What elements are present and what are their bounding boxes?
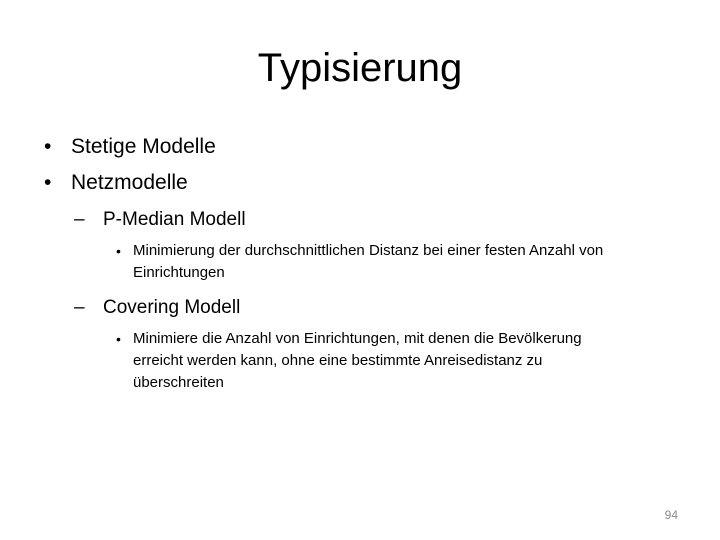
bullet-icon: •	[116, 243, 121, 259]
subitem-text: Covering Modell	[103, 297, 241, 318]
bullet-icon: •	[44, 135, 52, 158]
detail-text: Minimierung der durchschnittlichen Distanz bei einer festen Anzahl von Einrichtungen	[133, 242, 604, 281]
dash-icon: –	[74, 297, 85, 318]
bullet-netzmodelle	[44, 168, 664, 198]
bullet-icon: •	[116, 331, 121, 347]
bullet-stetige-modelle	[44, 132, 664, 162]
detail-p-median	[44, 240, 633, 284]
subitem-p-median	[44, 206, 664, 234]
detail-covering	[44, 328, 633, 394]
detail-text: Minimiere die Anzahl von Einrichtungen, mit denen die Bevölkerung erreicht werden kann, ohne eine bestimmte Anreisedistanz zu überschreiten	[133, 330, 582, 391]
bullet-icon: •	[44, 171, 52, 194]
subitem-covering	[44, 294, 664, 322]
bullet-text: Stetige Modelle	[71, 135, 216, 158]
slide-title: Typisierung	[257, 46, 463, 90]
page-number: 94	[664, 508, 678, 522]
subitem-text: P-Median Modell	[103, 209, 246, 230]
slide-content	[44, 132, 664, 404]
bullet-text: Netzmodelle	[71, 171, 188, 194]
dash-icon: –	[74, 209, 85, 230]
